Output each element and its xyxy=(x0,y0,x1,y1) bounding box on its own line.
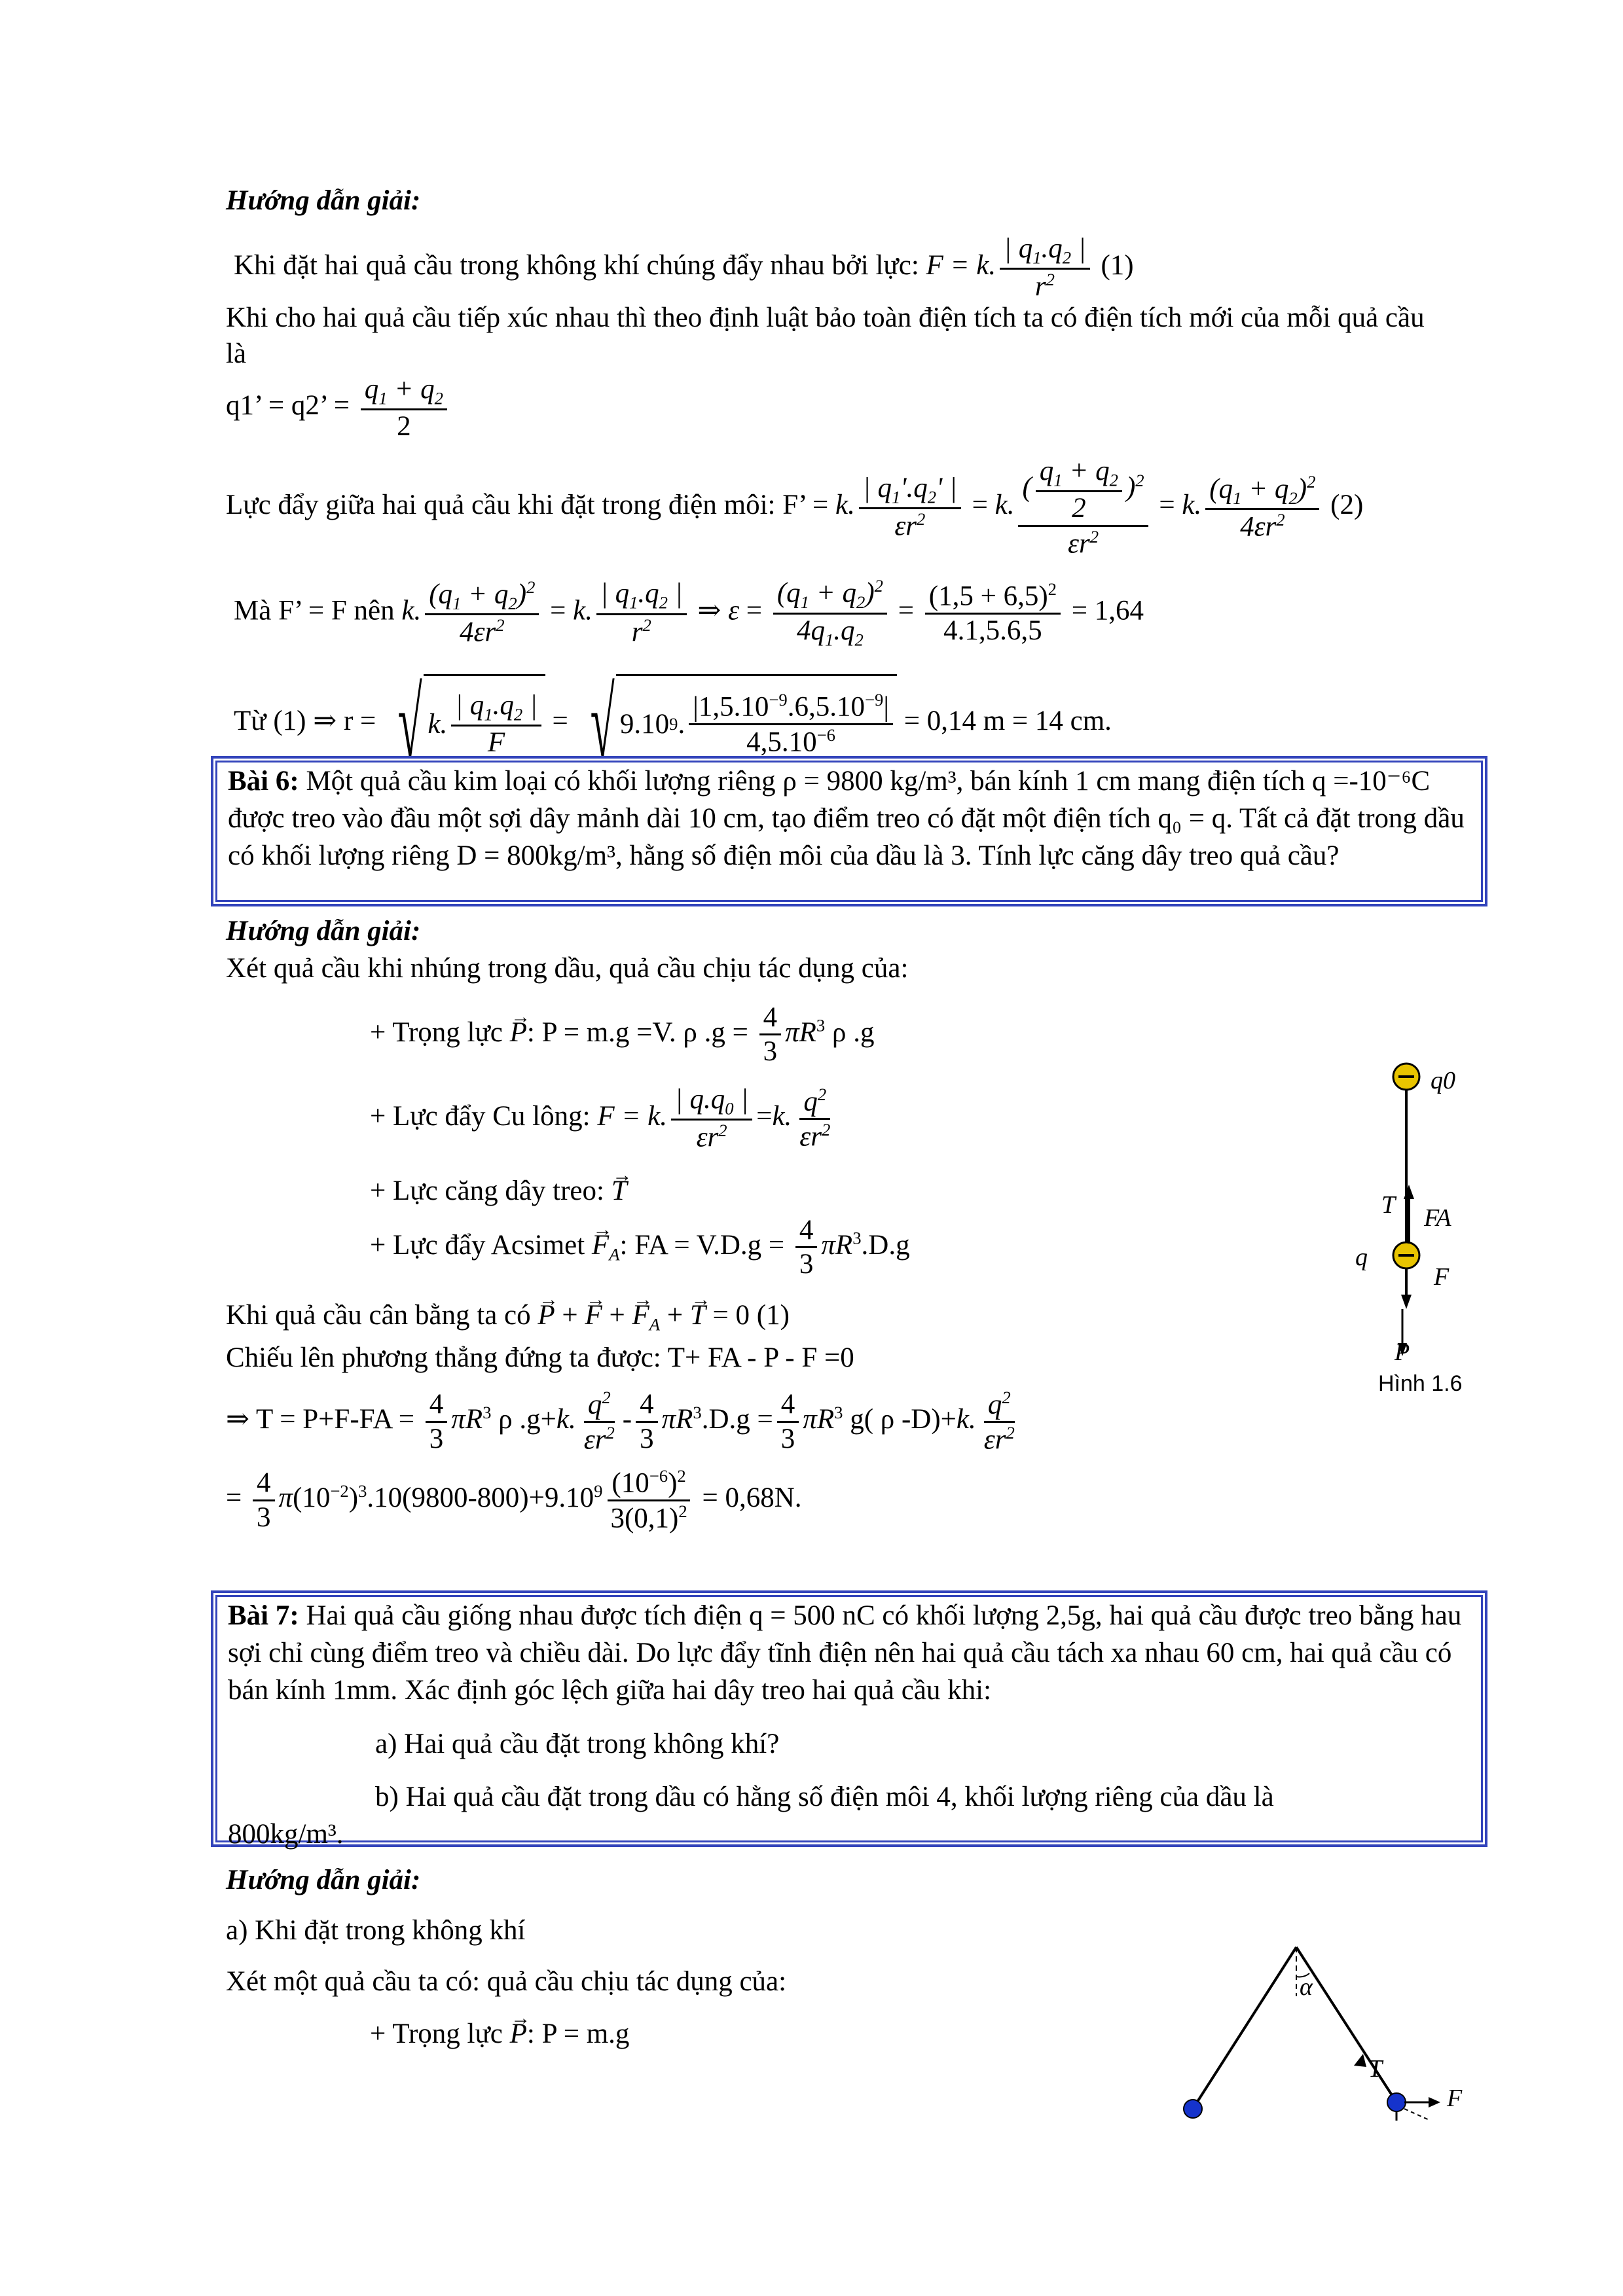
right-thread xyxy=(1296,1947,1398,2104)
fraction: $\frac{q_1 + q_2}{2}$ xyxy=(361,373,447,443)
formula-F: F = k. xyxy=(926,249,996,281)
label-F: F xyxy=(1434,1263,1450,1291)
arrow-down-icon xyxy=(1401,1295,1412,1309)
label-q: q xyxy=(1355,1244,1368,1271)
label-F-2: F xyxy=(1447,2085,1463,2112)
intro-forces: Xét quả cầu khi nhúng trong dầu, quả cầu chịu tác dụng của: xyxy=(226,953,909,984)
part-a-heading: a) Khi đặt trong không khí xyxy=(226,1915,526,1946)
fraction: $\frac{| q_1.q_2 |}{r^2}$ xyxy=(1000,232,1090,303)
force-tension: + Lực căng dây treo: → T xyxy=(370,1175,627,1207)
label-alpha: α xyxy=(1300,1973,1313,2001)
paragraph-coulomb-air: Khi đặt hai quả cầu trong không khí chúng đẩy nhau bởi lực: F = k. $\frac{| q_1.q_2 |}{r^2}$ (1) xyxy=(234,233,1134,302)
equation-distance: Từ (1) ⇒ r = √ k. $\frac{| q_1.q_2 |}{F}$ = √ 9.10 9 . $\frac{|1,5.10^{-9}.6,5.10^{-9}|}{4,5.10^{-6}}$ = 0,14 m = 14 cm. xyxy=(234,669,1112,778)
intro-forces-2: Xét một quả cầu ta có: quả cầu chịu tác dụng của: xyxy=(226,1966,787,1997)
equation-epsilon: Mà F’ = F nên k. $\frac{(q_1 + q_2)^2}{4\varepsilon r^2}$ = k. $\frac{| q_1.q_2 |}{r^2}$ ⇒ ε = $\frac{(q_1 + q_2)^2}{4q_1.q_2}$ = $\frac{(1,5 + 6,5)^2}{4.1,5.6,5}$ = 1,64 xyxy=(234,576,1144,650)
figure-pendulums xyxy=(1178,1937,1506,2121)
problem-6-box xyxy=(211,756,1487,906)
label-q0: q0 xyxy=(1431,1067,1455,1094)
label-FA: FA xyxy=(1424,1204,1451,1232)
equation-force-dielectric: Lực đẩy giữa hai quả cầu khi đặt trong điện môi: F’ = k. $\frac{| q_1'.q_2' |}{\varepsilon r^2}$ = k. ( $\frac{q_1 + q_2}{2}$ )$^2$ $\varepsilon r^2$ = k. $\frac{(q_1 + q_2)^2}{4\varepsilon r^2}$ (2) xyxy=(226,456,1364,559)
problem-7-box xyxy=(211,1590,1487,1850)
label-P: P xyxy=(1395,1338,1410,1366)
paragraph-contact: Khi cho hai quả cầu tiếp xúc nhau thì theo định luật bảo toàn điện tích ta có điện tích mới của mỗi quả cầu là xyxy=(226,302,1425,370)
equilibrium: Khi quả cầu cân bằng ta có → P + → F + → $F_A$ + → T = 0 (1) xyxy=(226,1299,790,1335)
heading-solution-3: Hướng dẫn giải: xyxy=(226,1865,421,1895)
equation-new-charge: q1’ = q2’ = $\frac{q_1 + q_2}{2}$ xyxy=(226,373,451,443)
projection: Chiếu lên phương thẳng đứng ta được: T+ FA - P - F =0 xyxy=(226,1342,854,1373)
heading-solution-2: Hướng dẫn giải: xyxy=(226,916,421,946)
equation-tension: ⇒ T = P+F-FA = $\frac{4}{3}$ $\pi R^3$ ρ .g+k. $\frac{q^2}{\varepsilon r^2}$ - $\frac{4}{3}$ $\pi R^3.D.g$ = $\frac{4}{3}$ $\pi R^3$ g( ρ -D)+k. $\frac{q^2}{\varepsilon r^2}$ xyxy=(226,1388,1015,1456)
arrow-tension-icon xyxy=(1354,2054,1366,2067)
label-T-2: T xyxy=(1368,2055,1383,2083)
arrow-force-icon xyxy=(1429,2097,1440,2108)
problem-7-b: b) Hai quả cầu đặt trong dầu có hằng số điện môi 4, khối lượng riêng của dầu là xyxy=(375,1781,1274,1812)
force-gravity: + Trọng lực → P: P = m.g =V. ρ .g = $\frac{4}{3}$ $\pi R^3$ ρ .g xyxy=(370,1001,874,1068)
ball-right-icon xyxy=(1387,2093,1406,2111)
problem-6-text: Bài 6: Một quả cầu kim loại có khối lượng riêng ρ = 9800 kg/m³, bán kính 1 cm mang điện tích q =-10⁻⁶C được treo vào đầu một sợi dây mảnh dài 10 cm, tạo điểm treo có đặt một điện tích q₀ = q. Tất cả đặt trong dầu có khối lượng riêng D = 800kg/m³, hằng số điện môi của dầu là 3. Tính lực căng dây treo quả cầu? xyxy=(228,766,1465,872)
problem-7-a: a) Hai quả cầu đặt trong không khí? xyxy=(375,1728,780,1759)
problem-7-text: Bài 7: Hai quả cầu giống nhau được tích điện q = 500 nC có khối lượng 2,5g, hai quả cầu được treo bằng hau sợi chỉ cùng điểm treo và chiều dài. Do lực đẩy tĩnh điện nên hai quả cầu tách xa nhau 60 cm, hai quả cầu có bán kính 1mm. Xác định góc lệch giữa hai dây treo hai quả cầu khi: xyxy=(228,1600,1462,1706)
figure-1-6 xyxy=(1342,1047,1539,1401)
force-gravity-2: + Trọng lực → P: P = m.g xyxy=(370,2018,629,2050)
problem-7-b-cont: 800kg/m³. xyxy=(228,1818,344,1850)
force-archimedes: + Lực đẩy Acsimet → $F_A$: FA = V.D.g = $\frac{4}{3}$ $\pi R^3.D.g$ xyxy=(370,1214,910,1281)
force-coulomb: + Lực đẩy Cu lông: F = k. $\frac{| q.q_0 |}{\varepsilon r^2}$ =k. $\frac{q^2}{\varepsilon r^2}$ xyxy=(370,1084,831,1153)
figure-caption: Hình 1.6 xyxy=(1378,1371,1463,1396)
left-thread xyxy=(1192,1947,1296,2111)
heading-solution-1: Hướng dẫn giải: xyxy=(226,185,421,216)
equation-tension-numeric: = $\frac{4}{3}$ $\pi(10^{-2})^3.10(9800-800)+9.10^9$ $\frac{(10^{-6})^2}{3(0,1)^2}$ = 0,68N. xyxy=(226,1466,802,1534)
label-T: T xyxy=(1381,1191,1396,1219)
ball-left-icon xyxy=(1184,2100,1202,2118)
